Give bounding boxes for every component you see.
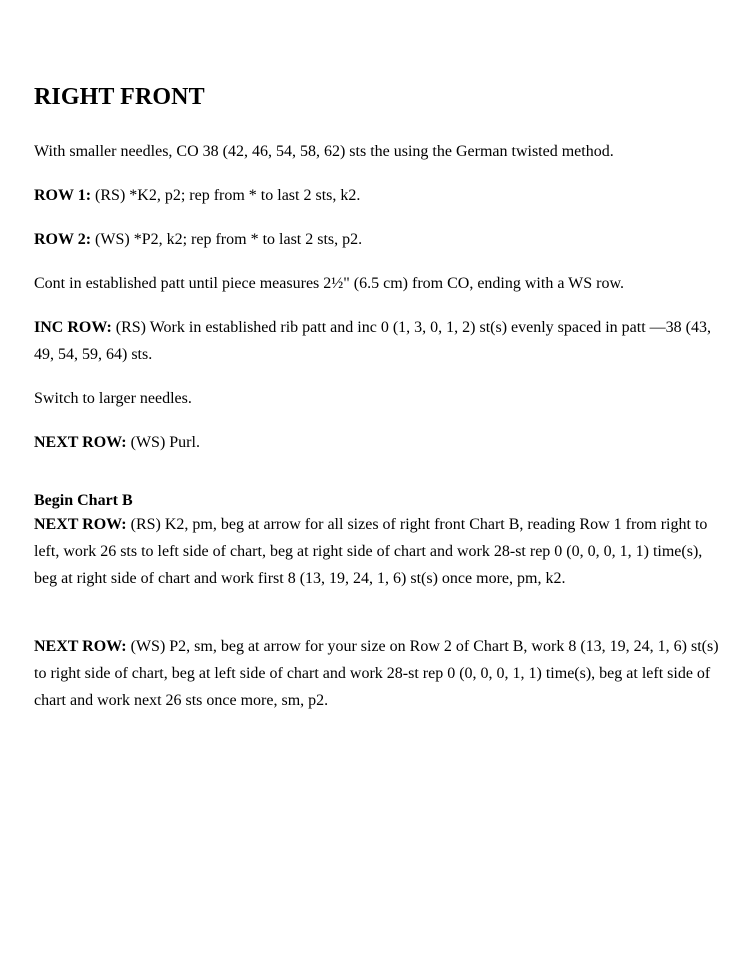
purl-row-paragraph xyxy=(34,429,719,456)
paragraph-label: NEXT ROW: xyxy=(34,516,127,533)
switch-needles-paragraph xyxy=(34,385,719,412)
paragraph-label: INC ROW: xyxy=(34,319,112,336)
paragraph-label: ROW 2: xyxy=(34,231,92,248)
cast-on-paragraph xyxy=(34,138,719,165)
paragraph-text: (RS) K2, pm, beg at arrow for all sizes of right front Chart B, reading Row 1 from right to left, work 26 sts to left side of chart, beg at right side of chart and work 28-st rep 0 (0, 0, 0, 1, 1) time(s), beg at right side of chart and work first 8 (13, 19, 24, 1, 6) st(s) once more, pm, k2. xyxy=(34,516,708,587)
paragraph-label: NEXT ROW: xyxy=(34,434,127,451)
paragraph-text: (WS) *P2, k2; rep from * to last 2 sts, p2. xyxy=(91,231,363,248)
paragraph-text: (RS) *K2, p2; rep from * to last 2 sts, k2. xyxy=(91,187,361,204)
chart-ws-row-paragraph xyxy=(34,633,719,714)
chart-subheading: Begin Chart B xyxy=(34,492,133,509)
chart-rs-row-paragraph xyxy=(34,511,719,592)
paragraph-label: NEXT ROW: xyxy=(34,638,127,655)
inc-row-paragraph xyxy=(34,314,719,368)
paragraph-text: With smaller needles, CO 38 (42, 46, 54, 58, 62) sts the using the German twisted method. xyxy=(34,143,614,160)
paragraph-text: Cont in established patt until piece measures 2½" (6.5 cm) from CO, ending with a WS row. xyxy=(34,275,624,292)
continue-paragraph xyxy=(34,270,719,297)
paragraph-text: (WS) Purl. xyxy=(126,434,200,451)
paragraph-label: ROW 1: xyxy=(34,187,92,204)
paragraph-text: (WS) P2, sm, beg at arrow for your size on Row 2 of Chart B, work 8 (13, 19, 24, 1, 6) st(s) to right side of chart, beg at left side of chart and work 28-st rep 0 (0, 0, 0, 1, 1) time(s), beg at left side of chart and work next 26 sts once more, sm, p2. xyxy=(34,638,719,709)
row-1-paragraph xyxy=(34,182,719,209)
section-heading: RIGHT FRONT xyxy=(34,84,205,110)
paragraph-text: Switch to larger needles. xyxy=(34,390,192,407)
row-2-paragraph xyxy=(34,226,719,253)
paragraph-text: (RS) Work in established rib patt and inc 0 (1, 3, 0, 1, 2) st(s) evenly spaced in patt —38 (43, 49, 54, 59, 64) sts. xyxy=(34,319,711,363)
